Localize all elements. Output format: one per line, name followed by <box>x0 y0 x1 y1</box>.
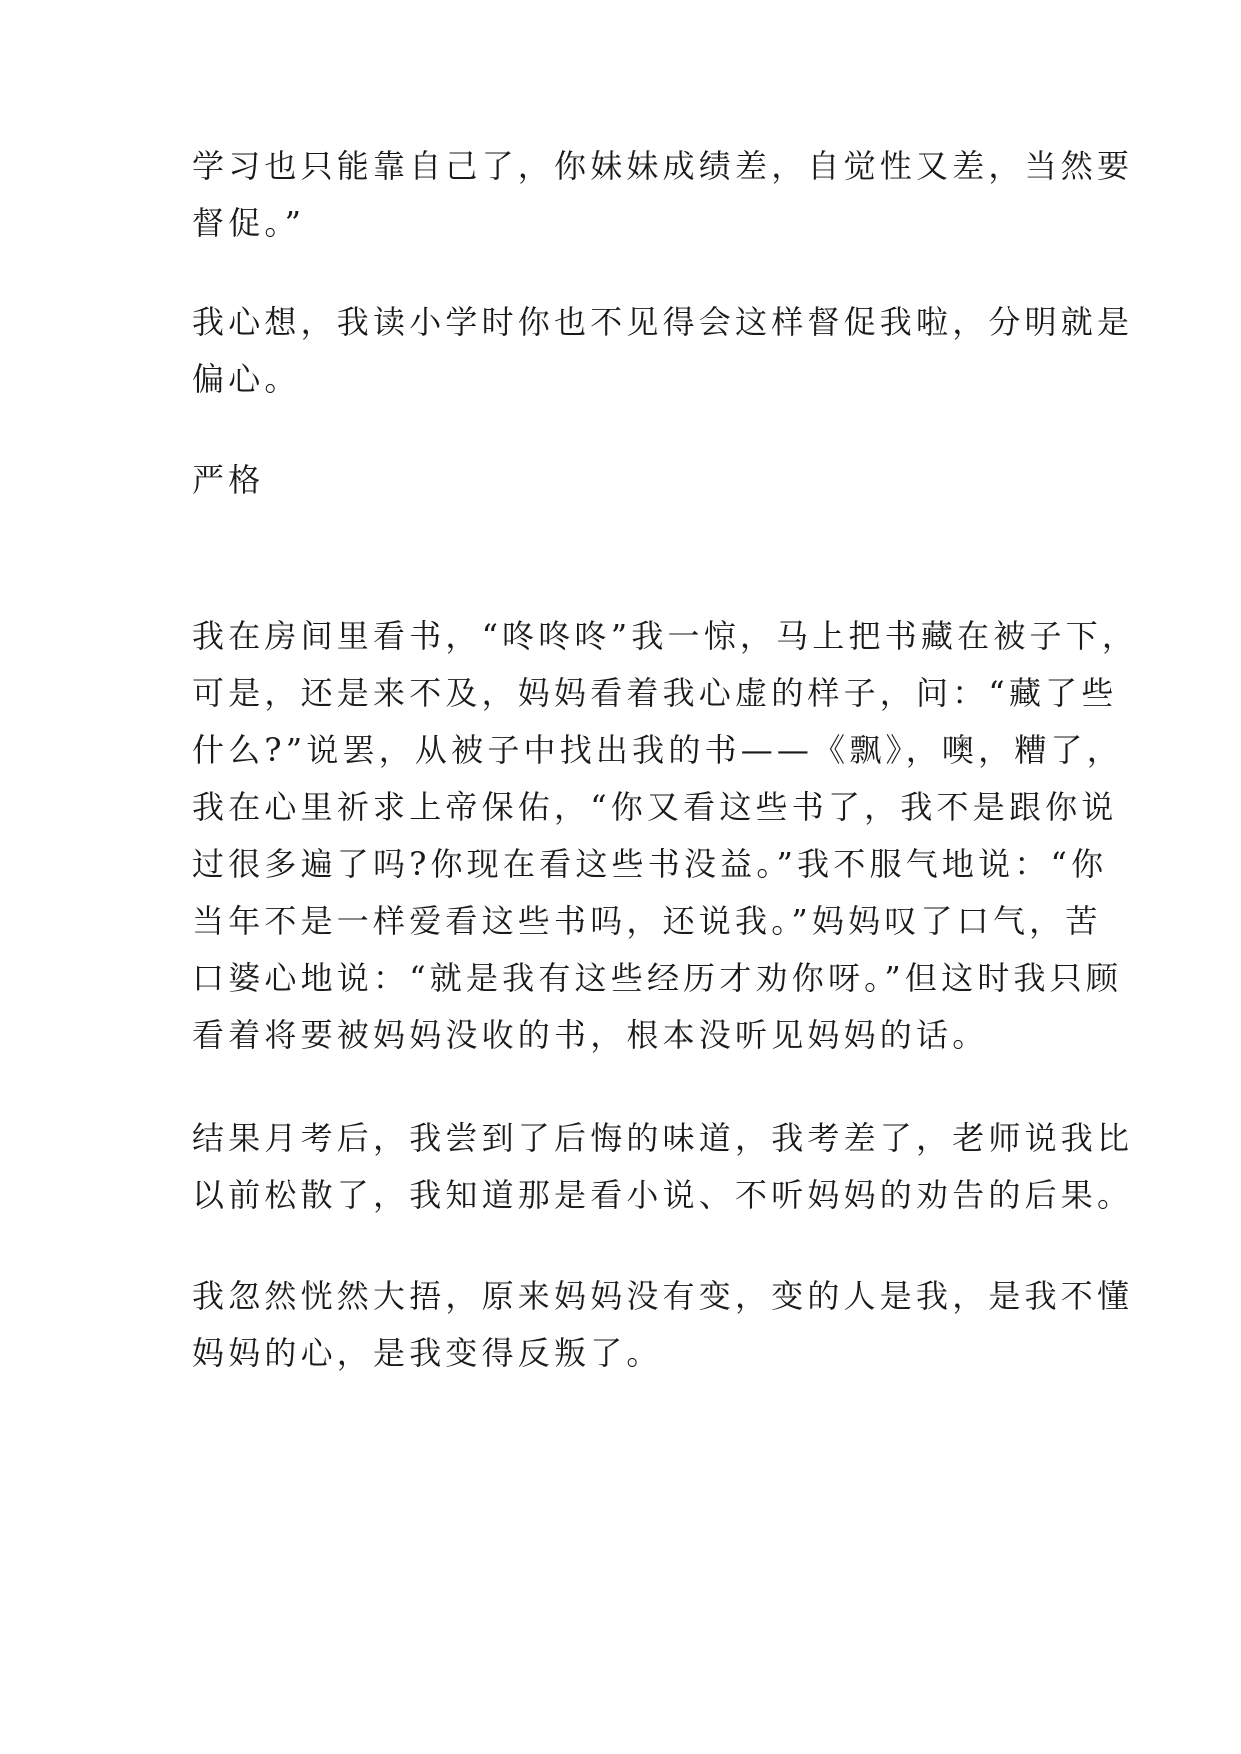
paragraph-1 <box>192 138 1134 252</box>
text-line: 我在房间里看书，“咚咚咚”我一惊，马上把书藏在被子下， <box>192 617 1139 655</box>
text-line: 以前松散了，我知道那是看小说、不听妈妈的劝告的后果。 <box>192 1176 1134 1214</box>
text-line: 结果月考后，我尝到了后悔的味道，我考差了，老师说我比 <box>192 1119 1134 1157</box>
text-line: 学习也只能靠自己了，你妹妹成绩差，自觉性又差，当然要 <box>192 147 1134 185</box>
text-line: 过很多遍了吗?你现在看这些书没益。”我不服气地说：“你 <box>192 845 1108 883</box>
text-line: 看着将要被妈妈没收的书，根本没听见妈妈的话。 <box>192 1016 989 1054</box>
text-line: 严格 <box>192 461 265 499</box>
text-line: 可是，还是来不及，妈妈看着我心虚的样子，问：“藏了些 <box>192 674 1118 712</box>
paragraph-4 <box>192 1110 1134 1224</box>
text-line: 当年不是一样爱看这些书吗，还说我。”妈妈叹了口气，苦 <box>192 902 1102 940</box>
text-line: 口婆心地说：“就是我有这些经历才劝你呀。”但这时我只顾 <box>192 959 1123 997</box>
section-heading <box>192 452 1052 509</box>
text-line: 妈妈的心，是我变得反叛了。 <box>192 1334 663 1372</box>
text-line: 督促。” <box>192 204 306 242</box>
text-line: 什么?”说罢，从被子中找出我的书——《飘》，噢，糟了， <box>192 731 1123 769</box>
paragraph-3 <box>192 608 1139 1064</box>
text-line: 我在心里祈求上帝保佑，“你又看这些书了，我不是跟你说 <box>192 788 1118 826</box>
text-line: 我忽然恍然大捂，原来妈妈没有变，变的人是我，是我不懂 <box>192 1277 1134 1315</box>
text-line: 我心想，我读小学时你也不见得会这样督促我啦，分明就是 <box>192 303 1134 341</box>
text-line: 偏心。 <box>192 360 301 398</box>
paragraph-5 <box>192 1268 1134 1382</box>
paragraph-2 <box>192 294 1134 408</box>
